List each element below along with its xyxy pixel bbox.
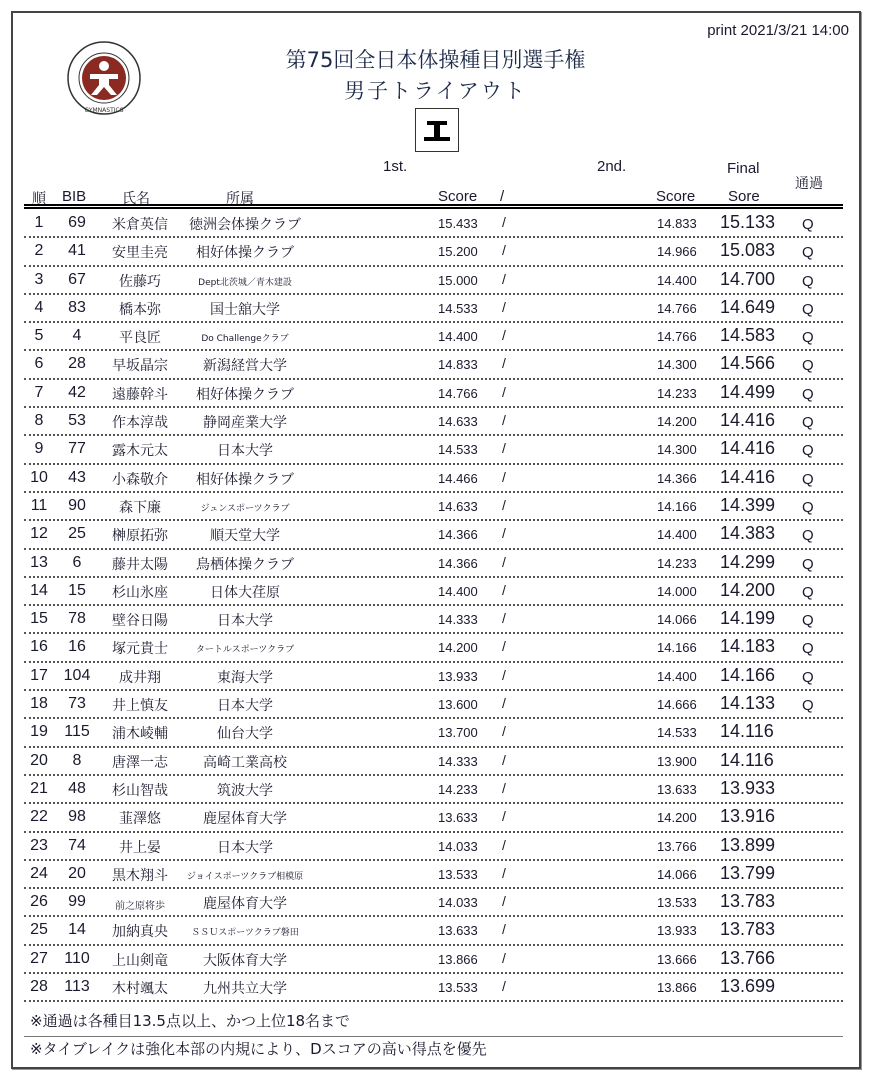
note-divider xyxy=(24,1036,843,1037)
final-score-cell: 14.566 xyxy=(720,353,776,374)
qualified-cell: Q xyxy=(802,668,814,686)
name-cell: 橋本弥 xyxy=(119,301,161,318)
qualified-cell: Q xyxy=(802,470,814,488)
bib-cell: 74 xyxy=(68,836,86,854)
affiliation-cell: 徳洲会体操クラブ xyxy=(189,217,301,233)
slash-cell: / xyxy=(502,864,506,881)
slash-cell: / xyxy=(502,638,506,655)
table-row xyxy=(24,889,843,917)
name-cell: 前之原将歩 xyxy=(115,901,165,913)
final-score-cell: 14.383 xyxy=(720,523,776,544)
print-timestamp: print 2021/3/21 14:00 xyxy=(707,22,849,39)
affiliation-cell: 鹿屋体育大学 xyxy=(203,896,287,913)
bib-cell: 90 xyxy=(68,496,86,514)
second-score-cell: 14.366 xyxy=(657,470,697,486)
rank-cell: 28 xyxy=(30,978,48,996)
rank-cell: 15 xyxy=(30,610,48,628)
second-score-cell: 14.766 xyxy=(657,300,697,316)
rank-cell: 9 xyxy=(34,440,44,458)
table-row xyxy=(24,521,843,549)
affiliation-cell: 相好体操クラブ xyxy=(196,386,294,403)
rank-cell: 16 xyxy=(30,638,48,656)
bib-cell: 83 xyxy=(68,298,86,316)
rank-cell: 4 xyxy=(34,298,44,316)
header-first-score: Score xyxy=(438,188,478,205)
table-row xyxy=(24,380,843,408)
first-score-cell: 14.233 xyxy=(438,781,478,797)
table-row xyxy=(24,691,843,719)
affiliation-cell: 大阪体育大学 xyxy=(203,952,287,969)
name-cell: 早坂晶宗 xyxy=(112,358,168,375)
qualified-cell: Q xyxy=(802,329,814,347)
rank-cell: 21 xyxy=(30,779,48,797)
note-tiebreak: ※タイブレイクは強化本部の内規により、Dスコアの高い得点を優先 xyxy=(30,1040,487,1058)
rank-cell: 23 xyxy=(30,836,48,854)
final-score-cell: 14.183 xyxy=(720,636,776,657)
table-row xyxy=(24,267,843,295)
rank-cell: 7 xyxy=(34,383,44,401)
header-final: Final xyxy=(727,160,760,177)
final-score-cell: 13.799 xyxy=(720,862,776,883)
table-row xyxy=(24,776,843,804)
slash-cell: / xyxy=(502,298,506,315)
affiliation-cell: 東海大学 xyxy=(217,669,273,686)
table-row xyxy=(24,833,843,861)
slash-cell: / xyxy=(502,978,506,995)
second-score-cell: 14.200 xyxy=(657,810,697,826)
affiliation-cell: タートルスポーツクラブ xyxy=(195,645,295,656)
affiliation-cell: ジュンスポーツクラブ xyxy=(200,503,290,514)
second-score-cell: 13.533 xyxy=(657,895,697,911)
name-cell: 藤井太陽 xyxy=(112,556,168,573)
bib-cell: 15 xyxy=(68,581,86,599)
slash-cell: / xyxy=(502,949,506,966)
final-score-cell: 14.499 xyxy=(720,381,776,402)
slash-cell: / xyxy=(502,610,506,627)
table-row xyxy=(24,578,843,606)
affiliation-cell: ＳＳＵスポーツクラブ磐田 xyxy=(191,928,299,939)
table-row xyxy=(24,436,843,464)
qualified-cell: Q xyxy=(802,555,814,573)
table-row xyxy=(24,946,843,974)
name-cell: 黒木翔斗 xyxy=(112,867,168,884)
affiliation-cell: 日本大学 xyxy=(217,839,273,856)
second-score-cell: 13.900 xyxy=(657,753,697,769)
qualified-cell: Q xyxy=(802,640,814,658)
name-cell: 米倉英信 xyxy=(112,217,168,233)
table-row xyxy=(24,606,843,634)
table-row xyxy=(24,465,843,493)
final-score-cell: 14.399 xyxy=(720,494,776,515)
bib-cell: 48 xyxy=(68,779,86,797)
rank-cell: 1 xyxy=(34,214,44,231)
qualified-cell: Q xyxy=(802,244,814,262)
qualified-cell: Q xyxy=(802,498,814,516)
rank-cell: 20 xyxy=(30,751,48,769)
header-name: 氏名 xyxy=(122,191,150,207)
qualified-cell: Q xyxy=(802,697,814,715)
second-score-cell: 13.933 xyxy=(657,923,697,939)
rank-cell: 17 xyxy=(30,666,48,684)
slash-cell: / xyxy=(502,242,506,259)
name-cell: 露木元太 xyxy=(112,443,168,460)
bib-cell: 104 xyxy=(63,666,91,684)
first-score-cell: 13.533 xyxy=(438,980,478,996)
table-row xyxy=(24,804,843,832)
second-score-cell: 13.766 xyxy=(657,838,697,854)
affiliation-cell: 鳥栖体操クラブ xyxy=(196,556,294,573)
slash-cell: / xyxy=(502,779,506,796)
name-cell: 榊原拓弥 xyxy=(112,528,168,545)
header-affiliation: 所属 xyxy=(226,191,254,207)
affiliation-cell: 九州共立大学 xyxy=(203,981,287,998)
bib-cell: 69 xyxy=(68,214,86,231)
table-row xyxy=(24,663,843,691)
name-cell: 杉山氷座 xyxy=(112,584,168,601)
affiliation-cell: Dept北茨城／青木建設 xyxy=(198,277,292,288)
affiliation-cell: 日体大荏原 xyxy=(210,584,280,601)
slash-cell: / xyxy=(502,355,506,372)
rank-cell: 18 xyxy=(30,695,48,713)
svg-text:GYMNASTICS: GYMNASTICS xyxy=(84,107,124,114)
header-second-score: Score xyxy=(656,188,696,205)
final-score-cell: 13.933 xyxy=(720,777,776,798)
slash-cell: / xyxy=(502,553,506,570)
final-score-cell: 15.083 xyxy=(720,240,776,261)
second-score-cell: 14.400 xyxy=(657,668,697,684)
qualified-cell: Q xyxy=(802,583,814,601)
second-score-cell: 13.866 xyxy=(657,980,697,996)
name-cell: 平良匠 xyxy=(119,330,161,347)
first-score-cell: 14.533 xyxy=(438,442,478,458)
first-score-cell: 14.466 xyxy=(438,470,478,486)
bib-cell: 6 xyxy=(72,553,82,571)
first-score-cell: 13.600 xyxy=(438,697,478,713)
bib-cell: 78 xyxy=(68,610,86,628)
second-score-cell: 14.400 xyxy=(657,527,697,543)
second-score-cell: 14.233 xyxy=(657,555,697,571)
final-score-cell: 14.700 xyxy=(720,268,776,289)
affiliation-cell: 鹿屋体育大学 xyxy=(203,811,287,828)
bib-cell: 28 xyxy=(68,355,86,373)
final-score-cell: 13.899 xyxy=(720,834,776,855)
first-score-cell: 14.366 xyxy=(438,555,478,571)
slash-cell: / xyxy=(502,893,506,910)
affiliation-cell: 静岡産業大学 xyxy=(203,415,287,432)
final-score-cell: 13.783 xyxy=(720,919,776,940)
first-score-cell: 14.400 xyxy=(438,329,478,345)
table-row xyxy=(24,748,843,776)
first-score-cell: 13.533 xyxy=(438,866,478,882)
first-score-cell: 14.533 xyxy=(438,300,478,316)
first-score-cell: 14.366 xyxy=(438,527,478,543)
bib-cell: 41 xyxy=(68,242,86,260)
final-score-cell: 14.583 xyxy=(720,325,776,346)
slash-cell: / xyxy=(502,327,506,344)
affiliation-cell: 高崎工業高校 xyxy=(203,754,287,771)
second-score-cell: 14.300 xyxy=(657,442,697,458)
affiliation-cell: 日本大学 xyxy=(217,698,273,715)
bib-cell: 73 xyxy=(68,695,86,713)
slash-cell: / xyxy=(502,440,506,457)
name-cell: 遠藤幹斗 xyxy=(112,386,168,403)
slash-cell: / xyxy=(502,921,506,938)
affiliation-cell: 日本大学 xyxy=(217,443,273,460)
final-score-cell: 14.416 xyxy=(720,438,776,459)
slash-cell: / xyxy=(502,525,506,542)
bib-cell: 53 xyxy=(68,412,86,430)
name-cell: 加納真央 xyxy=(112,924,168,941)
header-bib: BIB xyxy=(62,188,87,205)
second-score-cell: 14.833 xyxy=(657,216,697,231)
slash-cell: / xyxy=(502,723,506,740)
second-score-cell: 13.666 xyxy=(657,951,697,967)
affiliation-cell: 相好体操クラブ xyxy=(196,471,294,488)
name-cell: 井上晏 xyxy=(119,839,161,856)
second-score-cell: 14.400 xyxy=(657,272,697,288)
slash-cell: / xyxy=(502,214,506,230)
affiliation-cell: 新潟経営大学 xyxy=(203,358,287,375)
header-second: 2nd. xyxy=(597,158,627,175)
first-score-cell: 14.200 xyxy=(438,640,478,656)
header-qualified: 通過 xyxy=(795,176,823,192)
second-score-cell: 14.066 xyxy=(657,612,697,628)
rank-cell: 26 xyxy=(30,893,48,911)
affiliation-cell: 日本大学 xyxy=(217,613,273,630)
final-score-cell: 14.116 xyxy=(720,749,774,770)
final-score-cell: 14.299 xyxy=(720,551,776,572)
bib-cell: 25 xyxy=(68,525,86,543)
final-score-cell: 14.416 xyxy=(720,466,776,487)
table-row xyxy=(24,634,843,662)
second-score-cell: 14.766 xyxy=(657,329,697,345)
name-cell: 成井翔 xyxy=(119,669,161,686)
second-score-cell: 14.233 xyxy=(657,385,697,401)
qualified-cell: Q xyxy=(802,527,814,545)
second-score-cell: 14.166 xyxy=(657,498,697,514)
slash-cell: / xyxy=(502,468,506,485)
qualified-cell: Q xyxy=(802,442,814,460)
header-divider xyxy=(24,204,843,209)
first-score-cell: 14.400 xyxy=(438,583,478,599)
second-score-cell: 14.066 xyxy=(657,866,697,882)
bib-cell: 99 xyxy=(68,893,86,911)
final-score-cell: 14.200 xyxy=(720,579,776,600)
bib-cell: 115 xyxy=(64,723,90,741)
name-cell: 杉山智哉 xyxy=(112,782,168,799)
table-row xyxy=(24,719,843,747)
affiliation-cell: Do Challengeクラブ xyxy=(201,334,289,345)
table-row xyxy=(24,974,843,1002)
bib-cell: 4 xyxy=(72,327,82,345)
first-score-cell: 13.633 xyxy=(438,810,478,826)
second-score-cell: 14.966 xyxy=(657,244,697,260)
second-score-cell: 14.200 xyxy=(657,414,697,430)
name-cell: 安里圭亮 xyxy=(112,245,168,262)
rank-cell: 11 xyxy=(30,496,48,514)
table-row xyxy=(24,210,843,238)
first-score-cell: 13.866 xyxy=(438,951,478,967)
first-score-cell: 15.433 xyxy=(438,216,478,231)
table-row xyxy=(24,917,843,945)
rank-cell: 19 xyxy=(30,723,48,741)
table-row xyxy=(24,295,843,323)
affiliation-cell: 相好体操クラブ xyxy=(196,245,294,262)
table-row xyxy=(24,493,843,521)
bib-cell: 98 xyxy=(68,808,86,826)
bib-cell: 20 xyxy=(68,864,86,882)
rank-cell: 14 xyxy=(30,581,48,599)
rank-cell: 2 xyxy=(34,242,44,260)
final-score-cell: 13.699 xyxy=(720,976,776,997)
first-score-cell: 14.333 xyxy=(438,612,478,628)
rank-cell: 8 xyxy=(34,412,44,430)
first-score-cell: 14.833 xyxy=(438,357,478,373)
qualified-cell: Q xyxy=(802,414,814,432)
table-row xyxy=(24,351,843,379)
name-cell: 木村颯太 xyxy=(112,981,168,998)
second-score-cell: 14.533 xyxy=(657,725,697,741)
slash-cell: / xyxy=(502,836,506,853)
slash-cell: / xyxy=(502,695,506,712)
rank-cell: 27 xyxy=(30,949,48,967)
final-score-cell: 13.766 xyxy=(720,947,776,968)
slash-cell: / xyxy=(502,412,506,429)
affiliation-cell: 国士舘大学 xyxy=(210,301,280,318)
header-rank: 順 xyxy=(32,191,46,207)
rank-cell: 24 xyxy=(30,864,48,882)
final-score-cell: 14.649 xyxy=(720,296,776,317)
rank-cell: 13 xyxy=(30,553,48,571)
qualified-cell: Q xyxy=(802,272,814,290)
table-row xyxy=(24,408,843,436)
second-score-cell: 14.166 xyxy=(657,640,697,656)
bib-cell: 113 xyxy=(64,978,90,996)
table-row xyxy=(24,861,843,889)
first-score-cell: 14.333 xyxy=(438,753,478,769)
results-table xyxy=(24,210,843,1002)
bib-cell: 14 xyxy=(68,921,86,939)
final-score-cell: 14.116 xyxy=(720,721,774,742)
bib-cell: 77 xyxy=(68,440,86,458)
qualified-cell: Q xyxy=(802,612,814,630)
first-score-cell: 14.766 xyxy=(438,385,478,401)
page-subtitle: 男子トライアウト xyxy=(344,79,527,103)
slash-cell: / xyxy=(502,270,506,287)
second-score-cell: 14.300 xyxy=(657,357,697,373)
bib-cell: 16 xyxy=(68,638,86,656)
first-score-cell: 15.200 xyxy=(438,244,478,260)
qualified-cell: Q xyxy=(802,300,814,318)
header-final-score: Sore xyxy=(728,188,760,205)
rank-cell: 22 xyxy=(30,808,48,826)
qualified-cell: Q xyxy=(802,357,814,375)
first-score-cell: 13.633 xyxy=(438,923,478,939)
name-cell: 浦木崚輔 xyxy=(112,726,168,743)
first-score-cell: 14.633 xyxy=(438,414,478,430)
qualified-cell: Q xyxy=(802,216,814,233)
second-score-cell: 14.666 xyxy=(657,697,697,713)
slash-cell: / xyxy=(502,496,506,513)
final-score-cell: 14.166 xyxy=(720,664,776,685)
final-score-cell: 14.199 xyxy=(720,608,776,629)
name-cell: 井上慎友 xyxy=(112,698,168,715)
first-score-cell: 13.700 xyxy=(438,725,478,741)
name-cell: 唐澤一志 xyxy=(112,754,168,771)
table-row xyxy=(24,550,843,578)
page-title: 第75回全日本体操種目別選手権 xyxy=(285,48,586,72)
rank-cell: 12 xyxy=(30,525,48,543)
affiliation-cell: 順天堂大学 xyxy=(210,528,280,545)
bib-cell: 8 xyxy=(72,751,82,769)
affiliation-cell: ジョイスポーツクラブ相模原 xyxy=(186,871,304,882)
name-cell: 佐藤巧 xyxy=(119,273,161,290)
bib-cell: 67 xyxy=(68,270,86,288)
rank-cell: 10 xyxy=(30,468,48,486)
slash-cell: / xyxy=(502,581,506,598)
slash-cell: / xyxy=(502,808,506,825)
slash-cell: / xyxy=(502,383,506,400)
first-score-cell: 13.933 xyxy=(438,668,478,684)
first-score-cell: 14.633 xyxy=(438,498,478,514)
final-score-cell: 14.133 xyxy=(720,693,776,714)
bib-cell: 42 xyxy=(68,383,86,401)
bib-cell: 110 xyxy=(64,949,90,967)
name-cell: 小森敬介 xyxy=(112,471,168,488)
rank-cell: 5 xyxy=(34,327,44,345)
name-cell: 上山剣竜 xyxy=(112,952,168,969)
rank-cell: 25 xyxy=(30,921,48,939)
apparatus-icon xyxy=(415,108,459,152)
slash-cell: / xyxy=(502,751,506,768)
bib-cell: 43 xyxy=(68,468,86,486)
final-score-cell: 14.416 xyxy=(720,410,776,431)
note-qualification: ※通過は各種目13.5点以上、かつ上位18名まで xyxy=(30,1012,351,1030)
second-score-cell: 14.000 xyxy=(657,583,697,599)
name-cell: 壁谷日陽 xyxy=(112,613,168,630)
name-cell: 韮澤悠 xyxy=(119,811,161,828)
final-score-cell: 15.133 xyxy=(720,212,776,232)
qualified-cell: Q xyxy=(802,385,814,403)
rank-cell: 3 xyxy=(34,270,44,288)
final-score-cell: 13.783 xyxy=(720,891,776,912)
header-slash: / xyxy=(500,188,505,205)
name-cell: 塚元貴士 xyxy=(112,641,168,658)
slash-cell: / xyxy=(502,666,506,683)
first-score-cell: 15.000 xyxy=(438,272,478,288)
name-cell: 作本淳哉 xyxy=(112,415,168,432)
affiliation-cell: 仙台大学 xyxy=(217,726,273,743)
rank-cell: 6 xyxy=(34,355,44,373)
table-row xyxy=(24,238,843,266)
first-score-cell: 14.033 xyxy=(438,838,478,854)
affiliation-cell: 筑波大学 xyxy=(217,782,273,799)
name-cell: 森下廉 xyxy=(119,499,161,516)
final-score-cell: 13.916 xyxy=(720,806,776,827)
second-score-cell: 13.633 xyxy=(657,781,697,797)
first-score-cell: 14.033 xyxy=(438,895,478,911)
header-first: 1st. xyxy=(383,158,408,175)
table-row xyxy=(24,323,843,351)
